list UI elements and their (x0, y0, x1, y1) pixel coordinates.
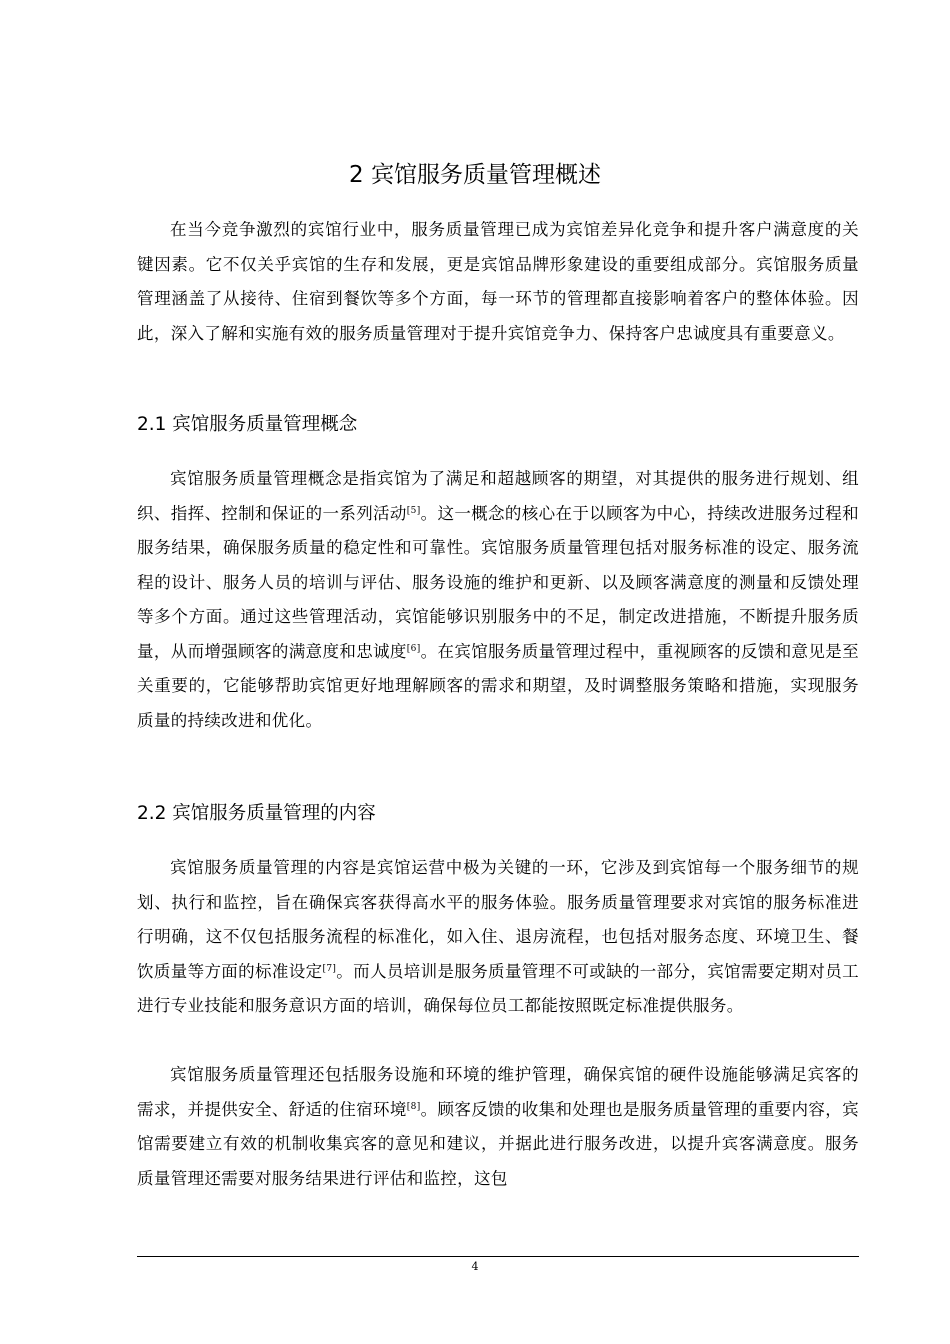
section-2-1-paragraph (137, 462, 859, 738)
section-2-2-paragraph-1 (137, 851, 859, 1024)
paragraph-text: 。在宾馆服务质量管理过程中，重视顾客的反馈和意见是至关重要的，它能够帮助宾馆更好地理解顾客的需求和期望，及时调整服务策略和措施，实现服务质量的持续改进和优化。 (137, 641, 859, 730)
footer-divider (137, 1256, 859, 1257)
section-heading-2-1: 2.1 宾馆服务质量管理概念 (137, 414, 358, 435)
citation-ref: [6] (406, 643, 421, 654)
paragraph-text: 宾馆服务质量管理还包括服务设施和环境的维护管理，确保宾馆的硬件设施能够满足宾客的需求，并提供安全、舒适的住宿环境 (137, 1065, 859, 1119)
paragraph-text: 。而人员培训是服务质量管理不可或缺的一部分，宾馆需要定期对员工进行专业技能和服务意识方面的培训，确保每位员工都能按照既定标准提供服务。 (137, 961, 859, 1015)
paragraph-text: 宾馆服务质量管理概念是指宾馆为了满足和超越顾客的期望，对其提供的服务进行规划、组织、指挥、控制和保证的一系列活动 (137, 469, 859, 523)
paragraph-text: 。这一概念的核心在于以顾客为中心，持续改进服务过程和服务结果，确保服务质量的稳定性和可靠性。宾馆服务质量管理包括对服务标准的设定、服务流程的设计、服务人员的培训与评估、服务设施的维护和更新、以及顾客满意度的测量和反馈处理等多个方面。通过这些管理活动，宾馆能够识别服务中的不足，制定改进措施，不断提升服务质量，从而增强顾客的满意度和忠诚度 (137, 503, 859, 661)
paragraph-text: 。顾客反馈的收集和处理也是服务质量管理的重要内容，宾馆需要建立有效的机制收集宾客的意见和建议，并据此进行服务改进，以提升宾客满意度。服务质量管理还需要对服务结果进行评估和监控，这包 (137, 1099, 859, 1188)
chapter-intro-paragraph: 在当今竞争激烈的宾馆行业中，服务质量管理已成为宾馆差异化竞争和提升客户满意度的关键因素。它不仅关乎宾馆的生存和发展，更是宾馆品牌形象建设的重要组成部分。宾馆服务质量管理涵盖了从接待、住宿到餐饮等多个方面，每一环节的管理都直接影响着客户的整体体验。因此，深入了解和实施有效的服务质量管理对于提升宾馆竞争力、保持客户忠诚度具有重要意义。 (137, 220, 859, 343)
paragraph-text: 宾馆服务质量管理的内容是宾馆运营中极为关键的一环，它涉及到宾馆每一个服务细节的规划、执行和监控，旨在确保宾客获得高水平的服务体验。服务质量管理要求对宾馆的服务标准进行明确，这不仅包括服务流程的标准化，如入住、退房流程，也包括对服务态度、环境卫生、餐饮质量等方面的标准设定 (137, 858, 859, 981)
page-number: 4 (471, 1260, 479, 1273)
section-2-2-paragraph-2 (137, 1058, 859, 1196)
chapter-title: 2 宾馆服务质量管理概述 (349, 162, 601, 188)
section-heading-2-2: 2.2 宾馆服务质量管理的内容 (137, 803, 376, 824)
citation-ref: [8] (406, 1101, 421, 1112)
citation-ref: [5] (406, 505, 421, 516)
citation-ref: [7] (322, 963, 337, 974)
